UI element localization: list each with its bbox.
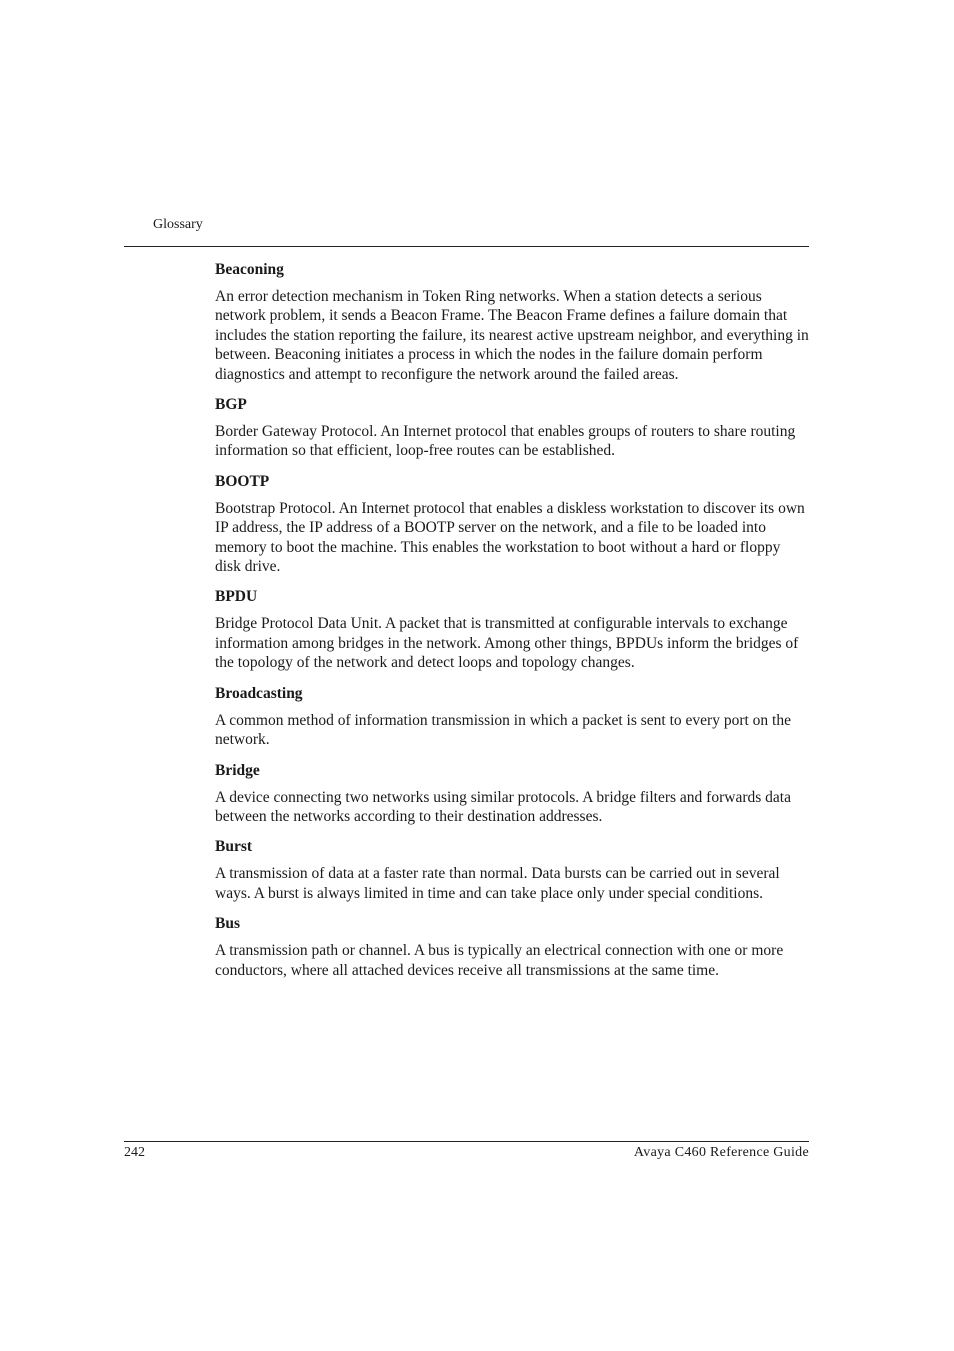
glossary-entry	[215, 761, 809, 827]
glossary-term: Bridge	[215, 761, 260, 779]
footer-divider	[124, 1141, 809, 1142]
glossary-definition: Border Gateway Protocol. An Internet protocol that enables groups of routers to share routing information so that efficient, loop-free routes can be established.	[215, 423, 796, 460]
glossary-definition: A transmission of data at a faster rate than normal. Data bursts can be carried out in several ways. A burst is always limited in time and can take place only under special conditions.	[215, 865, 780, 902]
glossary-definition: A device connecting two networks using similar protocols. A bridge filters and forwards data between the networks according to their destination addresses.	[215, 788, 791, 825]
header-divider	[124, 246, 809, 247]
glossary-definition: Bridge Protocol Data Unit. A packet that is transmitted at configurable intervals to exchange information among bridges in the network. Among other things, BPDUs inform the bridges of the topology of the network and detect loops and topology changes.	[215, 615, 799, 672]
glossary-entry	[215, 587, 809, 672]
glossary-content	[215, 260, 809, 991]
glossary-entry	[215, 837, 809, 903]
glossary-definition: A transmission path or channel. A bus is typically an electrical connection with one or more conductors, where all attached devices receive all transmissions at the same time.	[215, 942, 784, 979]
glossary-entry	[215, 472, 809, 577]
glossary-term: Bus	[215, 915, 240, 933]
running-header: Glossary	[153, 217, 203, 232]
glossary-definition: A common method of information transmission in which a packet is sent to every port on the network.	[215, 711, 791, 749]
glossary-term: BPDU	[215, 588, 258, 606]
glossary-term: Burst	[215, 838, 253, 856]
glossary-entry	[215, 684, 809, 750]
glossary-term: Broadcasting	[215, 684, 303, 702]
page-number: 242	[124, 1145, 145, 1160]
glossary-definition: An error detection mechanism in Token Ring networks. When a station detects a serious network problem, it sends a Beacon Frame. The Beacon Frame defines a failure domain that includes the station reporting the failure, its nearest active upstream neighbor, and everything in between. Beaconing initiates a process in which the nodes in the failure domain perform diagnostics and attempt to reconfigure the network around the failed areas.	[215, 288, 809, 383]
glossary-term: BGP	[215, 396, 247, 414]
glossary-entry	[215, 395, 809, 461]
running-footer-title: Avaya C460 Reference Guide	[633, 1145, 809, 1160]
glossary-definition: Bootstrap Protocol. An Internet protocol that enables a diskless workstation to discover its own IP address, the IP address of a BOOTP server on the network, and a file to be loaded into memory to boot the machine. This enables the workstation to boot without a hard or floppy disk drive.	[215, 499, 805, 576]
glossary-term: Beaconing	[215, 261, 284, 278]
glossary-entry	[215, 260, 809, 384]
glossary-entry	[215, 914, 809, 980]
glossary-term: BOOTP	[215, 472, 270, 490]
